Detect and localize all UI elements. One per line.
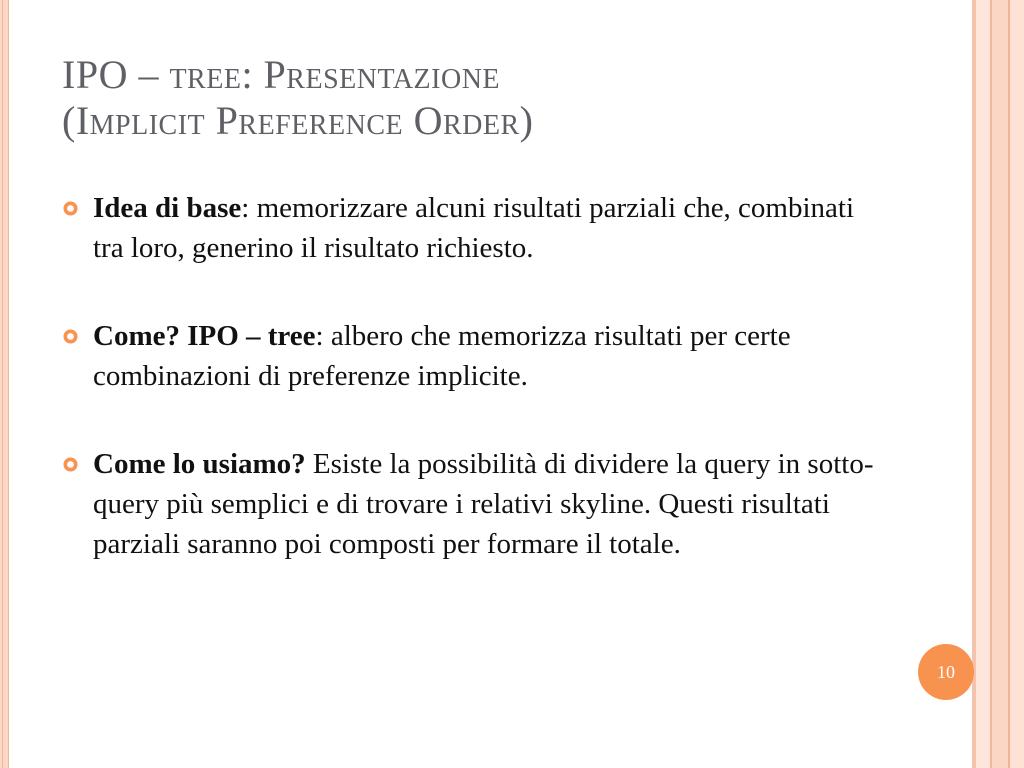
bullet-text: : albero che memorizza risultati per certe combinazioni di preferenze implicite. [93, 320, 791, 392]
bullet-item-idea [60, 188, 890, 268]
left-frame-border [0, 0, 9, 768]
ring-bullet-icon [63, 329, 78, 344]
ring-bullet-icon [63, 457, 78, 472]
bullet-bold-label: Come? IPO – tree [93, 320, 316, 352]
slide-title-line-1: IPO – tree: Presentazione [62, 52, 501, 97]
bullet-text: Esiste la possibilità di dividere la query in sotto-query più semplici e di trovare i relativi skyline. Questi risultati parziali saranno poi composti per formare il totale. [93, 448, 874, 560]
bullet-bold-label: Come lo usiamo? [93, 448, 306, 480]
bullet-bold-label: Idea di base [93, 192, 242, 224]
bullet-item-come [60, 316, 890, 396]
slide-title-line-2: (Implicit Preference Order) [62, 98, 534, 143]
slide-title [62, 52, 922, 144]
page-number: 10 [937, 661, 955, 682]
bullet-list [60, 188, 890, 612]
bullet-item-uso [60, 444, 890, 564]
bullet-text: : memorizzare alcuni risultati parziali che, combinati tra loro, generino il risultato richiesto. [93, 192, 855, 264]
right-frame-border [972, 0, 1024, 768]
page-number-badge [918, 644, 974, 700]
ring-bullet-icon [63, 201, 78, 216]
